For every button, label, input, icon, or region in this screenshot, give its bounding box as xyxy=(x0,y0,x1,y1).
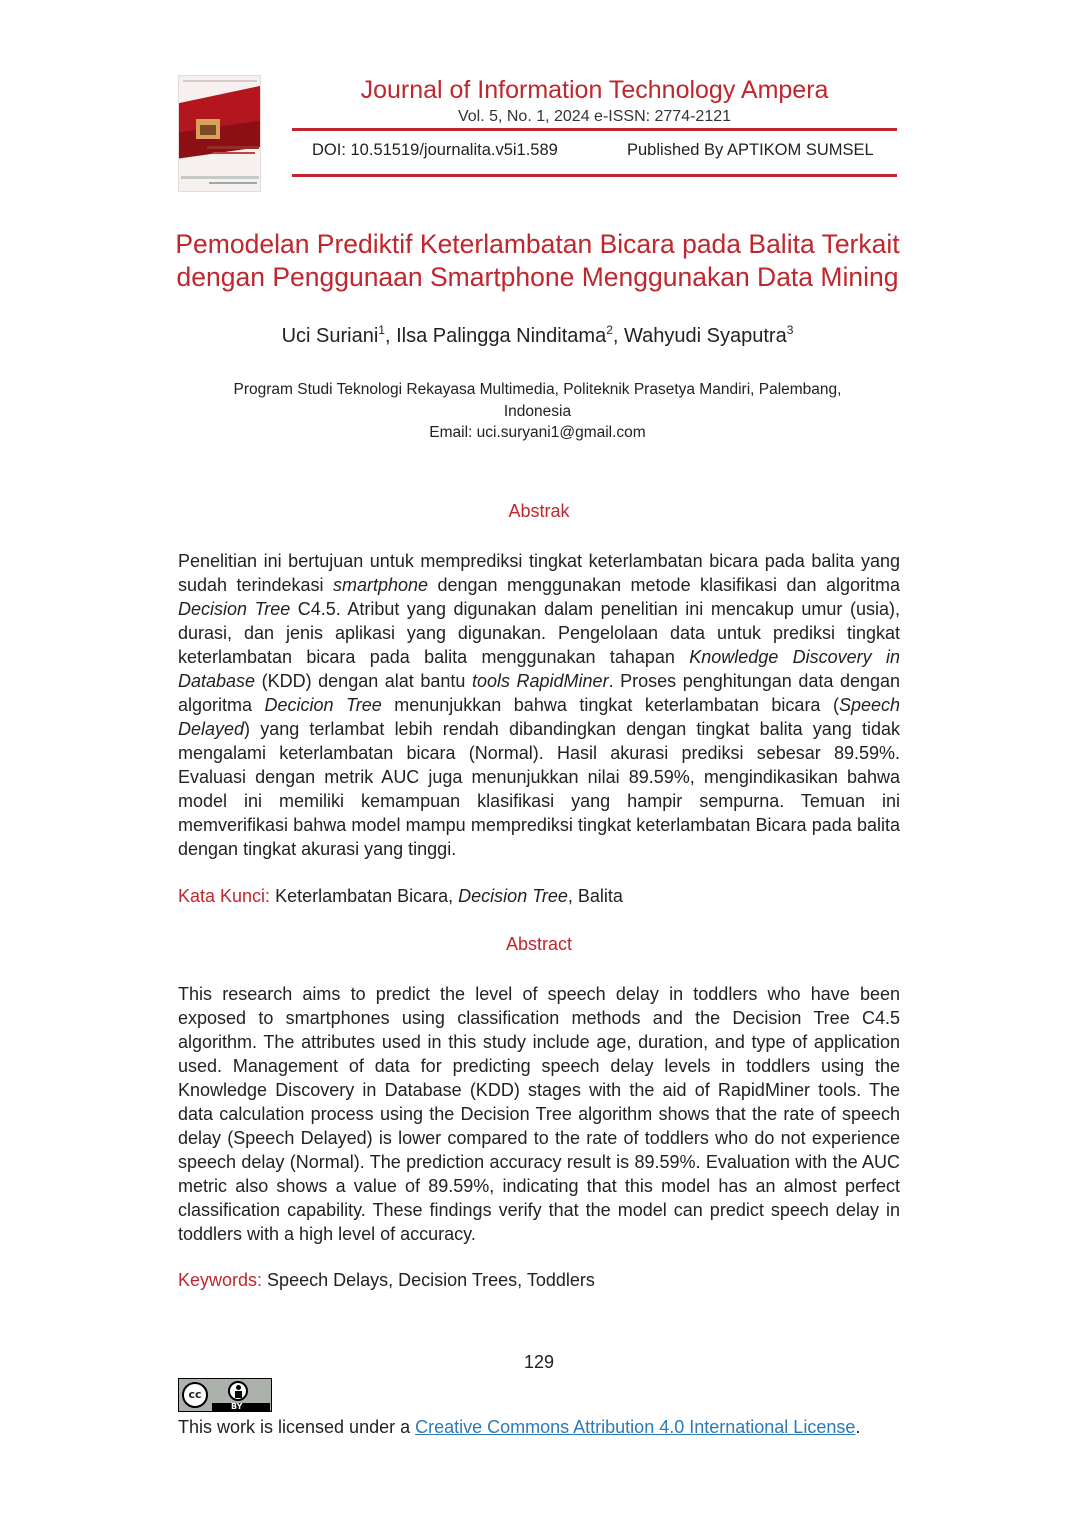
license-link[interactable]: Creative Commons Attribution 4.0 International License xyxy=(415,1417,856,1437)
author-affiliation-mark: 1 xyxy=(378,323,385,337)
author-affiliation-mark: 3 xyxy=(786,323,794,337)
author-list: Uci Suriani$^1$, Ilsa Palingga Ninditama$^2$, Wahyudi Syaputra$^3$ xyxy=(281,323,794,347)
cc-by-license-badge[interactable] xyxy=(178,1378,272,1412)
page-number: 129 xyxy=(523,1352,555,1372)
abstract-paragraph: This research aims to predict the level of speech delay in toddlers who have been exposed to smartphones using classification methods and the Decision Tree C4.5 algorithm. The attributes used in this study include age, duration, and type of application used. Management of data for predicting speech delay levels in toddlers using the Knowledge Discovery in Database (KDD) stages with the aid of RapidMiner tools. The data calculation process using the Decision Tree algorithm shows that the rate of speech delay (Speech Delayed) is lower compared to the rate of toddlers who do not experience speech delay (Normal). The prediction accuracy result is 89.59%. Evaluation with the AUC metric also shows a value of 89.59%, indicating that this model has an almost perfect classification capability. These findings verify that the model can predict speech delay in toddlers with a high level of accuracy. xyxy=(178,984,900,1244)
license-statement: This work is licensed under a Creative Commons Attribution 4.0 International License. xyxy=(178,1417,861,1437)
author-name: Ilsa Palingga Ninditama xyxy=(396,325,607,347)
doi-text: DOI: 10.51519/journalita.v5i1.589 xyxy=(312,141,558,159)
header-divider-bottom xyxy=(292,174,897,177)
author-name: Uci Suriani xyxy=(281,325,379,347)
person-icon xyxy=(228,1381,248,1401)
journal-volume-issn: Vol. 5, No. 1, 2024 e-ISSN: 2774-2121 xyxy=(457,108,732,125)
keywords-line xyxy=(178,1270,900,1291)
abstrak-paragraph: Penelitian ini bertujuan untuk memprediksi tingkat keterlambatan bicara pada balita yang sudah terindekasi smartphone dengan menggunakan metode klasifikasi dan algoritma Decision Tree C4.5. Atribut yang digunakan dalam penelitian ini mencakup umur (usia), durasi, dan jenis aplikasi yang digunakan. Pengelolaan data untuk prediksi tingkat keterlambatan bicara pada balita menggunakan tahapan Knowledge Discovery in Database (KDD) dengan alat bantu tools RapidMiner. Proses penghitungan data dengan algoritma Decicion Tree menunjukkan bahwa tingkat keterlambatan bicara (Speech Delayed) yang terlambat lebih rendah dibandingkan dengan tingkat balita yang tidak mengalami keterlambatan bicara (Normal). Hasil akurasi prediksi sebesar 89.59%. Evaluasi dengan metrik AUC juga menunjukkan nilai 89.59%, mengindikasikan bahwa model ini memiliki kemampuan klasifikasi yang hampir sempurna. Temuan ini memverifikasi bahwa model mampu memprediksi tingkat keterlambatan Bicara pada balita dengan tingkat akurasi yang tinggi. xyxy=(178,551,901,859)
affiliation-line-2: Indonesia xyxy=(503,402,572,420)
journal-cover-thumbnail xyxy=(178,75,261,192)
abstract-heading: Abstract xyxy=(505,934,573,954)
paper-title xyxy=(160,228,915,294)
author-email[interactable]: Email: uci.suryani1@gmail.com xyxy=(429,424,646,441)
affiliation-line-1: Program Studi Teknologi Rekayasa Multimedia, Politeknik Prasetya Mandiri, Palembang, xyxy=(233,381,842,398)
author-name: Wahyudi Syaputra xyxy=(624,325,787,347)
author-affiliation-mark: 2 xyxy=(606,323,613,337)
journal-name: Journal of Information Technology Ampera xyxy=(360,76,829,104)
affiliation-block xyxy=(200,379,875,444)
publisher-text: Published By APTIKOM SUMSEL xyxy=(627,141,874,159)
kata-kunci-line: Kata Kunci: Keterlambatan Bicara, Decision Tree, Balita xyxy=(178,886,623,906)
kata-kunci-label: Kata Kunci: xyxy=(178,886,271,906)
cc-icon: cc xyxy=(182,1382,208,1408)
abstrak-heading: Abstrak xyxy=(508,501,570,521)
paper-title-line-1: Pemodelan Prediktif Keterlambatan Bicara pada Balita Terkait xyxy=(175,229,900,259)
keywords-text: Speech Delays, Decision Trees, Toddlers xyxy=(262,1270,595,1290)
cc-by-label: BY xyxy=(231,1402,243,1411)
keywords-label: Keywords: xyxy=(178,1270,263,1290)
paper-title-line-2: dengan Penggunaan Smartphone Menggunakan Data Mining xyxy=(176,262,899,292)
header-divider-top xyxy=(292,128,897,131)
